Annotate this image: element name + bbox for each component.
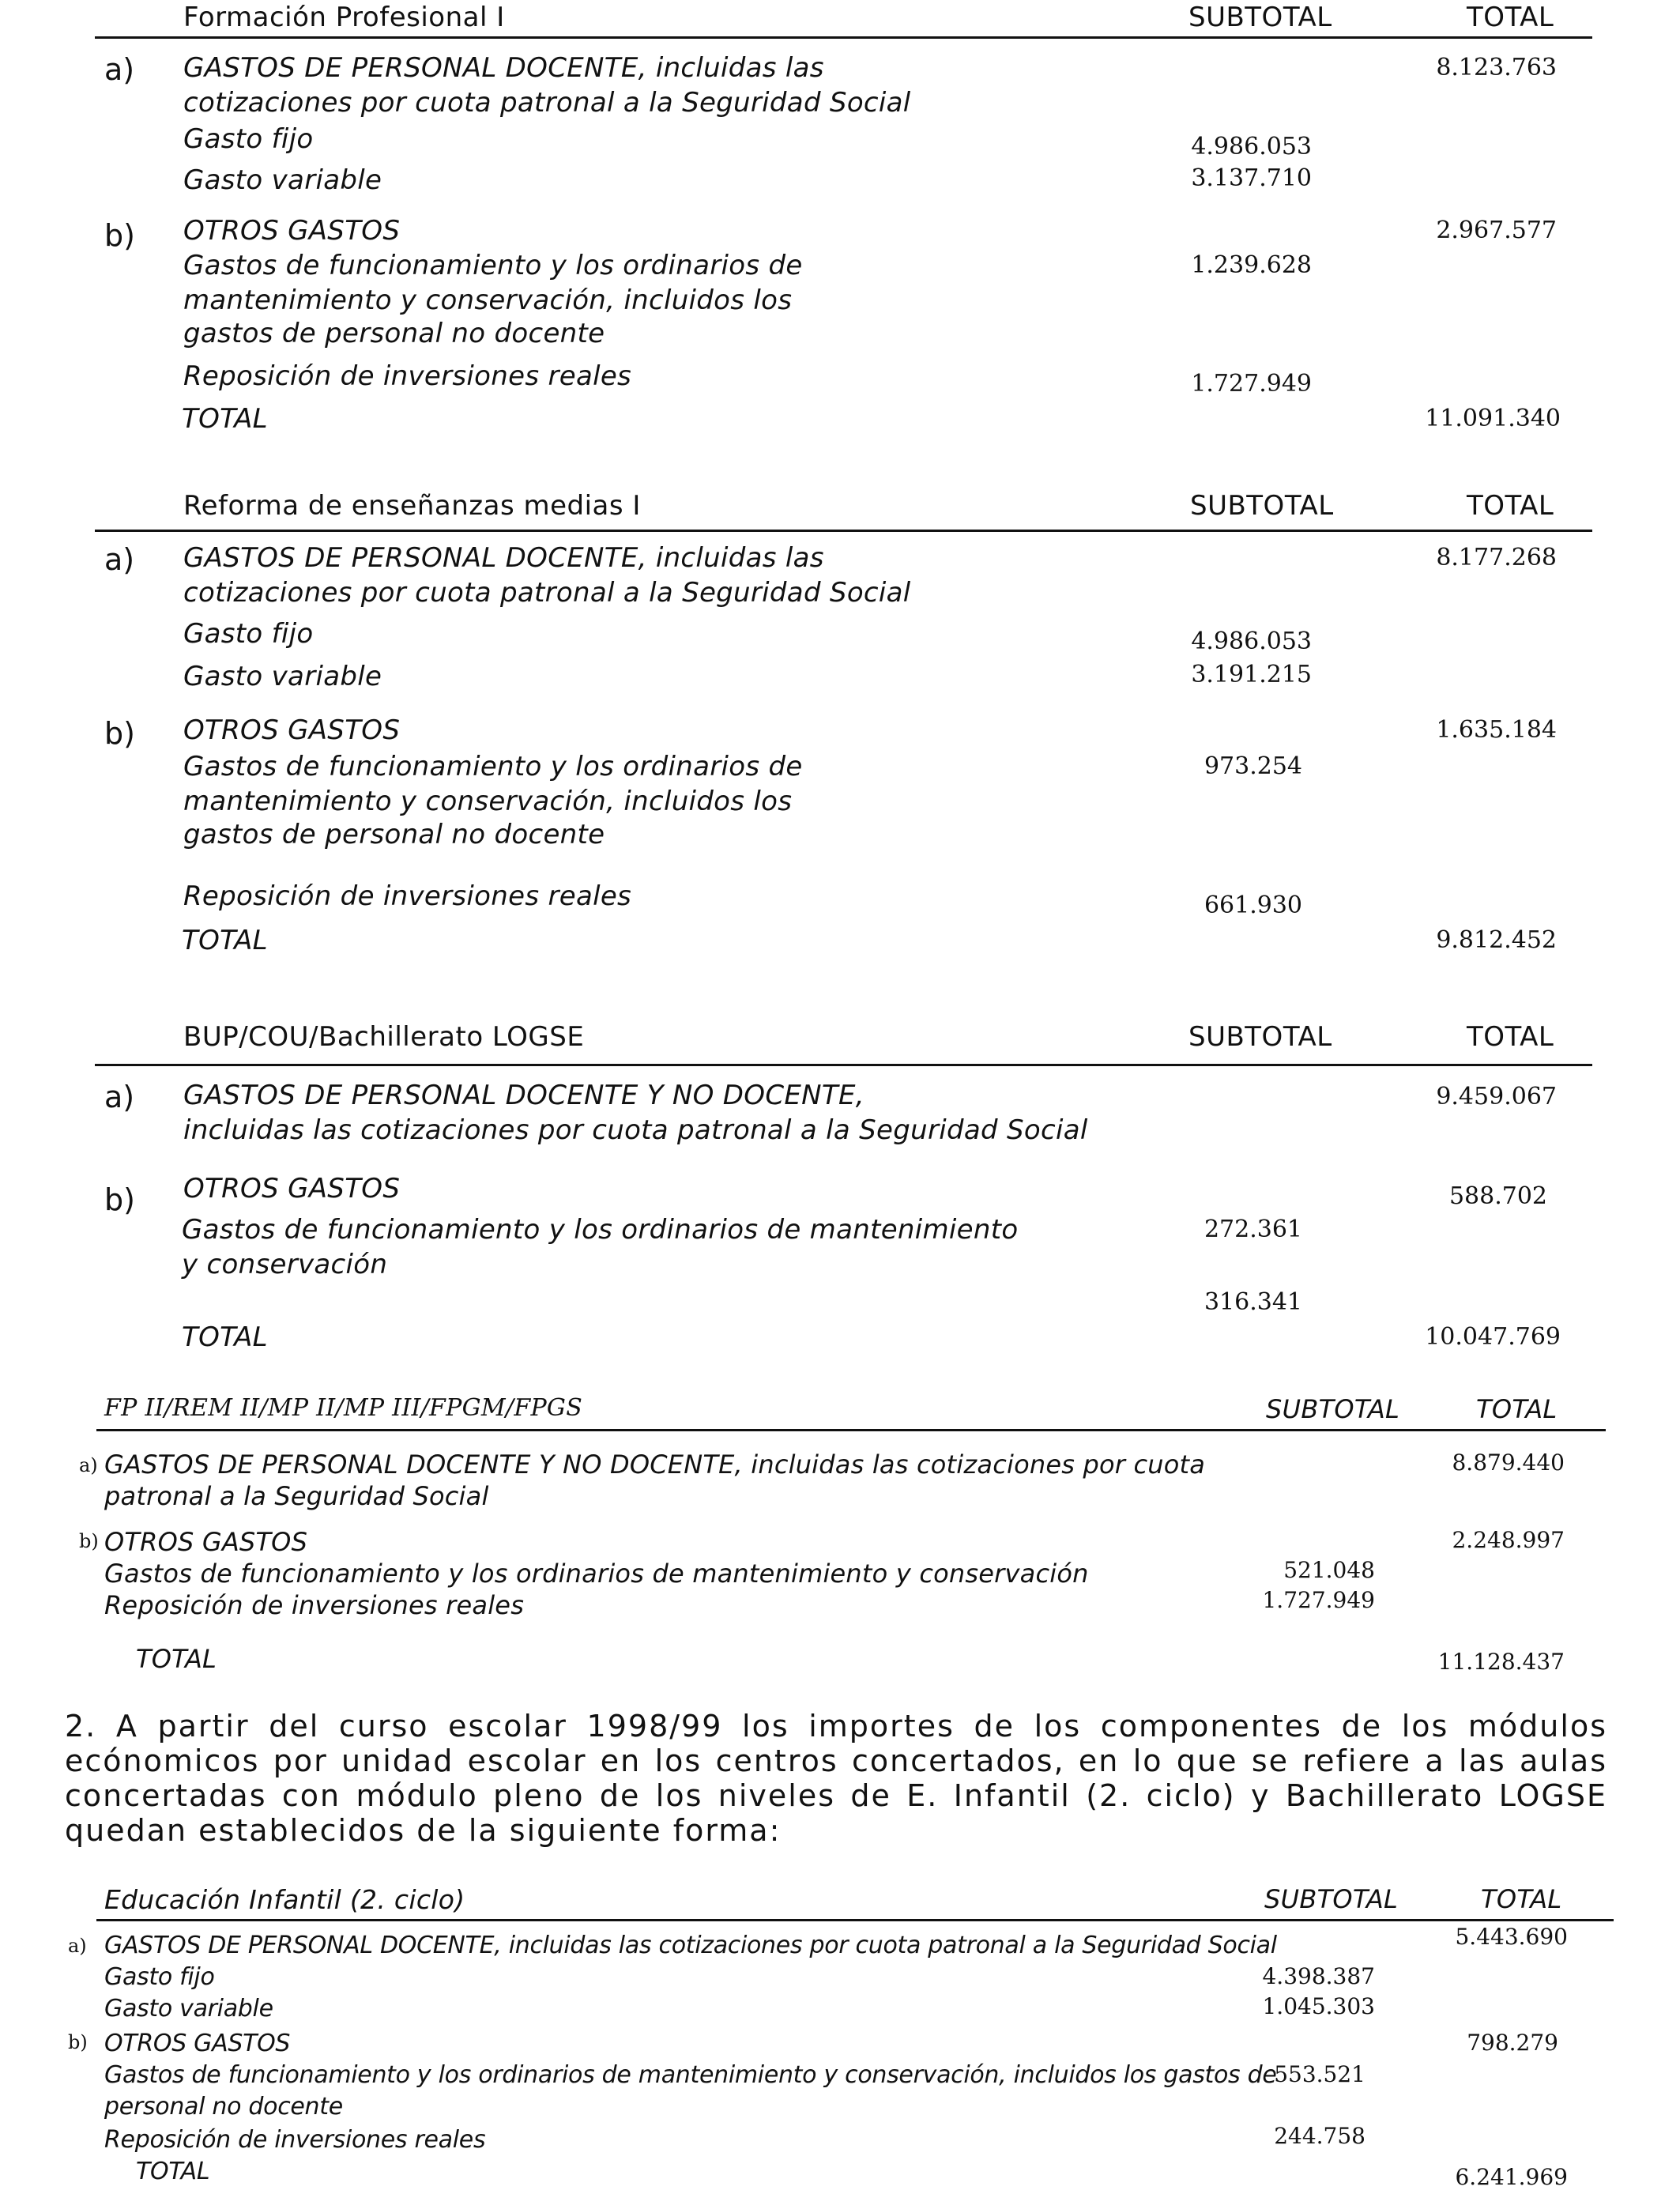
- paragraph-line: 2. A partir del curso escolar 1998/99 los importes de los componentes de los módulos: [65, 1709, 1607, 1744]
- total-label: TOTAL: [182, 925, 268, 956]
- item-a-label: a): [104, 542, 135, 577]
- item-a-title-line1: GASTOS DE PERSONAL DOCENTE, incluidas las: [183, 52, 824, 84]
- gasto-variable-label: Gasto variable: [183, 661, 382, 692]
- item-a-label: a): [79, 1454, 98, 1476]
- total-header: TOTAL: [1476, 1394, 1558, 1424]
- gasto-variable-value: 1.045.303: [1262, 1993, 1375, 2019]
- total-label: TOTAL: [182, 1321, 268, 1353]
- funcionamiento-line2: mantenimiento y conservación, incluidos los: [183, 786, 793, 817]
- item-b-title: OTROS GASTOS: [183, 1173, 401, 1204]
- section-title: Formación Profesional I: [183, 2, 505, 33]
- section-title: BUP/COU/Bachillerato LOGSE: [183, 1021, 585, 1053]
- item-a-total: 8.123.763: [1436, 54, 1557, 81]
- item-b-title: OTROS GASTOS: [104, 2030, 291, 2057]
- item-a-label: a): [104, 52, 135, 87]
- funcionamiento-value: 553.521: [1274, 2061, 1365, 2087]
- item-b-total: 1.635.184: [1436, 716, 1557, 744]
- subtotal-header: SUBTOTAL: [1190, 490, 1334, 522]
- item-b-total: 588.702: [1448, 1182, 1547, 1210]
- reposicion-label: Reposición de inversiones reales: [183, 880, 632, 912]
- section-title: Educación Infantil (2. ciclo): [104, 1884, 465, 1915]
- item-a-title-line2: cotizaciones por cuota patronal a la Seguridad Social: [183, 87, 911, 119]
- total-value: 6.241.969: [1455, 2164, 1568, 2190]
- item-b-label: b): [104, 1182, 135, 1217]
- funcionamiento-line2: mantenimiento y conservación, incluidos los: [183, 285, 793, 316]
- item-b-label: b): [68, 2031, 88, 2053]
- item-a-total: 9.459.067: [1436, 1083, 1557, 1110]
- item-a-title-line2: patronal a la Seguridad Social: [104, 1481, 489, 1511]
- gasto-variable-label: Gasto variable: [104, 1995, 273, 2022]
- gasto-fijo-value: 4.398.387: [1262, 1963, 1375, 1989]
- funcionamiento-line1: Gastos de funcionamiento y los ordinarios de: [183, 250, 803, 281]
- item-b-label: b): [104, 716, 135, 751]
- funcionamiento-value: 521.048: [1283, 1557, 1375, 1583]
- total-header: TOTAL: [1467, 490, 1554, 522]
- reposicion-label: Reposición de inversiones reales: [183, 360, 632, 392]
- funcionamiento-line1: Gastos de funcionamiento y los ordinarios de mantenimiento y conservación: [104, 1559, 1089, 1589]
- paragraph-line: quedan establecidos de la siguiente forma:: [65, 1813, 782, 1848]
- item-a-total: 8.177.268: [1436, 544, 1557, 571]
- subtotal-header: SUBTOTAL: [1264, 1884, 1399, 1914]
- reposicion-value: 1.727.949: [1191, 370, 1312, 398]
- funcionamiento-line1: Gastos de funcionamiento y los ordinarios de mantenimiento: [182, 1214, 1019, 1246]
- funcionamiento-value: 973.254: [1203, 752, 1302, 780]
- funcionamiento-line3: gastos de personal no docente: [183, 318, 605, 349]
- item-a-title-line1: GASTOS DE PERSONAL DOCENTE, incluidas las: [183, 542, 824, 574]
- gasto-variable-value: 3.191.215: [1191, 661, 1312, 688]
- section-title: FP II/REM II/MP II/MP III/FPGM/FPGS: [104, 1394, 583, 1422]
- gasto-fijo-label: Gasto fijo: [104, 1963, 215, 1991]
- reposicion-value: 1.727.949: [1262, 1587, 1375, 1613]
- total-header: TOTAL: [1467, 1021, 1554, 1053]
- item-a-label: a): [104, 1080, 135, 1114]
- reposicion-value: 661.930: [1203, 892, 1302, 919]
- gasto-fijo-value: 4.986.053: [1191, 133, 1312, 160]
- total-label: TOTAL: [182, 403, 268, 435]
- extra-subtotal-value: 316.341: [1203, 1288, 1302, 1316]
- total-label: TOTAL: [136, 2158, 210, 2185]
- header-rule: [96, 1919, 1614, 1921]
- header-rule: [95, 36, 1592, 39]
- section-title: Reforma de enseñanzas medias I: [183, 490, 641, 522]
- item-b-title: OTROS GASTOS: [183, 714, 401, 746]
- gasto-fijo-label: Gasto fijo: [183, 618, 314, 650]
- item-a-label: a): [68, 1935, 87, 1957]
- subtotal-header: SUBTOTAL: [1188, 2, 1332, 33]
- subtotal-header: SUBTOTAL: [1188, 1021, 1332, 1053]
- subtotal-header: SUBTOTAL: [1266, 1394, 1400, 1424]
- item-a-title-line2: incluidas las cotizaciones por cuota patronal a la Seguridad Social: [183, 1114, 1088, 1146]
- item-a-title: GASTOS DE PERSONAL DOCENTE, incluidas las cotizaciones por cuota patronal a la Seguridad Social: [104, 1932, 1277, 1959]
- total-value: 10.047.769: [1425, 1323, 1561, 1351]
- funcionamiento-value: 1.239.628: [1191, 251, 1312, 279]
- gasto-variable-label: Gasto variable: [183, 164, 382, 196]
- item-a-title-line2: cotizaciones por cuota patronal a la Seguridad Social: [183, 577, 911, 609]
- item-b-title: OTROS GASTOS: [183, 215, 401, 247]
- item-a-title-line1: GASTOS DE PERSONAL DOCENTE Y NO DOCENTE,: [183, 1080, 864, 1111]
- item-b-total: 798.279: [1467, 2030, 1558, 2056]
- total-label: TOTAL: [136, 1644, 217, 1674]
- paragraph-line: ecónomicos por unidad escolar en los centros concertados, en lo que se refiere a las aulas: [65, 1744, 1607, 1778]
- total-value: 9.812.452: [1436, 926, 1557, 954]
- total-header: TOTAL: [1481, 1884, 1562, 1914]
- item-b-label: b): [104, 218, 135, 253]
- funcionamiento-line2: personal no docente: [104, 2093, 343, 2120]
- header-rule: [95, 1064, 1592, 1066]
- reposicion-label: Reposición de inversiones reales: [104, 2126, 486, 2154]
- item-a-total: 5.443.690: [1455, 1924, 1568, 1950]
- total-value: 11.128.437: [1437, 1649, 1565, 1675]
- funcionamiento-line2: y conservación: [182, 1249, 388, 1280]
- funcionamiento-value: 272.361: [1203, 1216, 1302, 1243]
- total-value: 11.091.340: [1425, 405, 1561, 432]
- body-paragraph: [65, 1709, 1607, 1848]
- item-b-title: OTROS GASTOS: [104, 1527, 308, 1557]
- header-rule: [96, 1429, 1606, 1431]
- gasto-fijo-value: 4.986.053: [1191, 628, 1312, 655]
- item-a-total: 8.879.440: [1452, 1449, 1565, 1476]
- paragraph-line: concertadas con módulo pleno de los niveles de E. Infantil (2. ciclo) y Bachillerato LOGSE: [65, 1778, 1607, 1813]
- item-b-total: 2.248.997: [1452, 1527, 1565, 1553]
- reposicion-label: Reposición de inversiones reales: [104, 1590, 525, 1620]
- item-b-label: b): [79, 1530, 99, 1552]
- item-b-total: 2.967.577: [1436, 217, 1557, 244]
- gasto-fijo-label: Gasto fijo: [183, 123, 314, 155]
- funcionamiento-line1: Gastos de funcionamiento y los ordinarios de mantenimiento y conservación, incluidos los gastos de: [104, 2061, 1277, 2089]
- header-rule: [95, 530, 1592, 532]
- reposicion-value: 244.758: [1274, 2123, 1365, 2149]
- item-a-title-line1: GASTOS DE PERSONAL DOCENTE Y NO DOCENTE, incluidas las cotizaciones por cuota: [104, 1449, 1206, 1480]
- funcionamiento-line1: Gastos de funcionamiento y los ordinarios de: [183, 751, 803, 782]
- total-header: TOTAL: [1467, 2, 1554, 33]
- funcionamiento-line3: gastos de personal no docente: [183, 819, 605, 850]
- gasto-variable-value: 3.137.710: [1191, 164, 1312, 192]
